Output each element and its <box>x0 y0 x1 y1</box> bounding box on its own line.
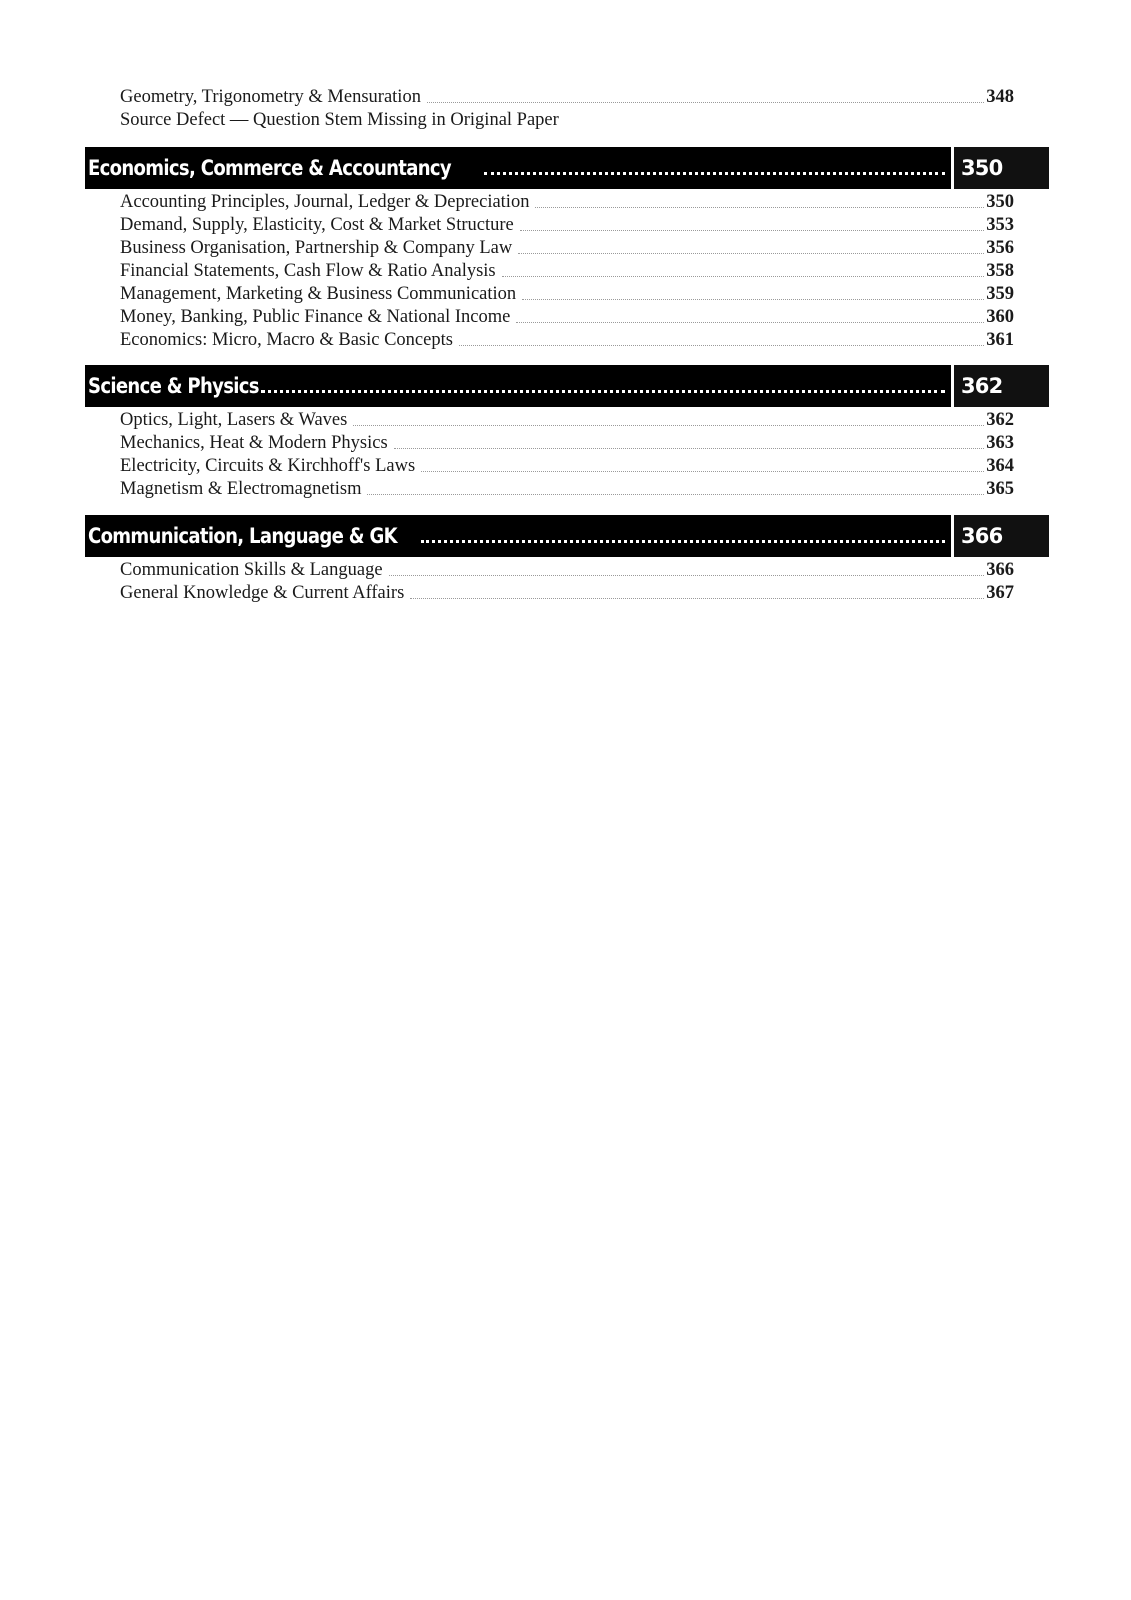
toc-entry-page: 364 <box>986 456 1014 476</box>
dot-leader <box>421 539 945 543</box>
toc-entry-title: Source Defect — Question Stem Missing in Original Paper <box>120 110 559 130</box>
toc-entry[interactable] <box>120 329 1014 352</box>
toc-entry[interactable] <box>120 214 1014 237</box>
toc-entry-title: Money, Banking, Public Finance & National Income <box>120 307 511 327</box>
toc-entry-page: 348 <box>986 87 1014 107</box>
section-page: 350 <box>951 147 1049 189</box>
toc-entry-title: Mechanics, Heat & Modern Physics <box>120 433 388 453</box>
section-header[interactable] <box>85 515 1049 557</box>
section-title: Economics, Commerce & Accountancy <box>88 156 452 180</box>
toc-entry-title: Management, Marketing & Business Communication <box>120 284 517 304</box>
dot-leader <box>516 321 984 323</box>
dot-leader <box>520 229 985 231</box>
section-title: Communication, Language & GK <box>88 524 397 548</box>
toc-entry-title: Demand, Supply, Elasticity, Cost & Market Structure <box>120 215 514 235</box>
toc-entry-list <box>120 86 1014 132</box>
dot-leader <box>484 171 945 175</box>
toc-entry[interactable] <box>120 306 1014 329</box>
toc-entry[interactable] <box>120 86 1014 109</box>
toc-entry-list <box>120 559 1014 605</box>
toc-entry-title: Communication Skills & Language <box>120 560 383 580</box>
toc-entry-title: Business Organisation, Partnership & Company Law <box>120 238 513 258</box>
toc-entry[interactable] <box>120 191 1014 214</box>
dot-leader <box>522 298 984 300</box>
dot-leader <box>394 447 985 449</box>
toc-entry-page: 353 <box>986 215 1014 235</box>
toc-entry-list <box>120 409 1014 501</box>
dot-leader <box>535 206 984 208</box>
toc-entry-title: Optics, Light, Lasers & Waves <box>120 410 348 430</box>
section-header[interactable] <box>85 147 1049 189</box>
toc-entry-page: 360 <box>986 307 1014 327</box>
dot-leader <box>459 344 984 346</box>
toc-entry-title: Financial Statements, Cash Flow & Ratio Analysis <box>120 261 496 281</box>
section-title: Science & Physics <box>88 374 259 398</box>
dot-leader <box>518 252 984 254</box>
toc-entry[interactable] <box>120 455 1014 478</box>
toc-entry[interactable] <box>120 432 1014 455</box>
toc-entry-list <box>120 191 1014 352</box>
dot-leader <box>261 389 945 393</box>
toc-entry-page: 362 <box>986 410 1014 430</box>
toc-entry-page: 365 <box>986 479 1014 499</box>
toc-entry-page: 359 <box>986 284 1014 304</box>
dot-leader <box>410 597 984 599</box>
section-page: 362 <box>951 365 1049 407</box>
toc-entry-title: Magnetism & Electromagnetism <box>120 479 362 499</box>
dot-leader <box>421 470 984 472</box>
toc-entry-page: 366 <box>986 560 1014 580</box>
toc-entry-title: General Knowledge & Current Affairs <box>120 583 405 603</box>
toc-entry[interactable] <box>120 582 1014 605</box>
dot-leader <box>427 101 984 103</box>
dot-leader <box>502 275 985 277</box>
toc-entry[interactable] <box>120 409 1014 432</box>
toc-entry[interactable] <box>120 237 1014 260</box>
toc-entry-page: 367 <box>986 583 1014 603</box>
dot-leader <box>389 574 985 576</box>
toc-entry-title: Accounting Principles, Journal, Ledger & Depreciation <box>120 192 530 212</box>
section-header[interactable] <box>85 365 1049 407</box>
toc-entry-page: 363 <box>986 433 1014 453</box>
dot-leader <box>353 424 984 426</box>
toc-entry[interactable] <box>120 559 1014 582</box>
toc-entry-title: Electricity, Circuits & Kirchhoff's Laws <box>120 456 416 476</box>
toc-entry-page: 356 <box>986 238 1014 258</box>
section-page: 366 <box>951 515 1049 557</box>
toc-entry-title: Economics: Micro, Macro & Basic Concepts <box>120 330 453 350</box>
toc-entry[interactable] <box>120 109 1014 132</box>
toc-entry[interactable] <box>120 260 1014 283</box>
toc-entry-page: 350 <box>986 192 1014 212</box>
toc-entry-page: 358 <box>986 261 1014 281</box>
toc-entry-page: 361 <box>986 330 1014 350</box>
toc-entry[interactable] <box>120 478 1014 501</box>
toc-entry-title: Geometry, Trigonometry & Mensuration <box>120 87 421 107</box>
dot-leader <box>367 493 984 495</box>
toc-entry[interactable] <box>120 283 1014 306</box>
